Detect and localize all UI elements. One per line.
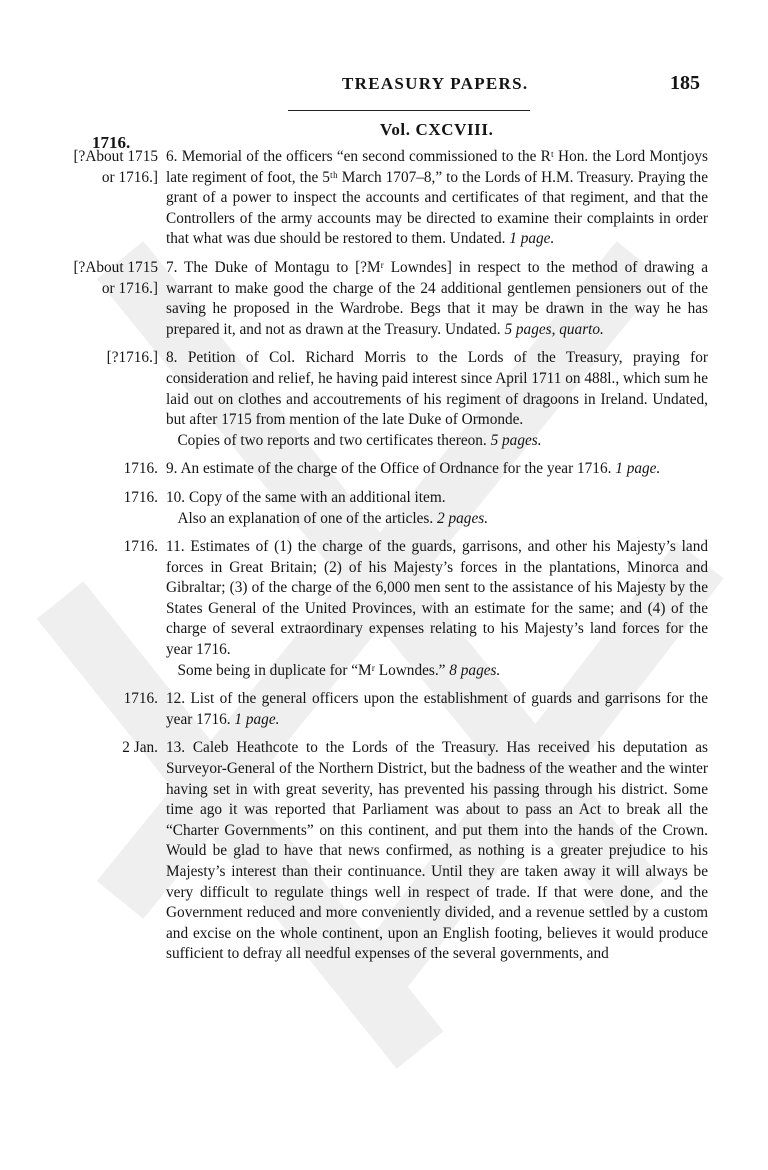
entry-body: [166, 488, 708, 529]
page-header: [0, 72, 768, 102]
entry-text: 9. An estimate of the charge of the Office of Ordnance for the year 1716.: [166, 460, 612, 478]
entry-date: 2 Jan.: [122, 739, 158, 757]
entry-date: 1716.: [123, 488, 158, 506]
entry-pages: 8 pages.: [449, 661, 501, 679]
header-rule: [288, 110, 530, 111]
entry: [58, 738, 708, 965]
entry-body: [166, 348, 708, 451]
entry-body: [166, 258, 708, 340]
entry-text: 13. Caleb Heathcote to the Lords of the Treasury. Has received his deputation as Surveyor-General of the Northern District, but the badness of the weather and the winter having set in with great severity, has prevented his passing through his district. Some time ago it was reported that Parliament was about to pass an Act to break all the “Charter Governments” on this continent, and put them into the hands of the Crown. Would be glad to have that news confirmed, as nothing is a greater prejudice to his Majesty’s interest than their continuance. Until they are taken away it will always be very difficult to regulate things well in respect of trade. If that were done, and the Government reduced and more conveniently divided, and a revenue settled by a custom and excise on the whole continent, upon an English footing, believes it would produce sufficient to defray all needful expenses of the several governments, and: [166, 739, 708, 963]
entry-text: 7. The Duke of Montagu to [?Mʳ Lowndes] in respect to the method of drawing a warrant to make good the charge of the 24 additional gentlemen pensioners out of the saving he proposed in the Wardrobe. Begs that it may be drawn in the way he has prepared it, and not as drawn at the Treasury. Undated.: [166, 258, 708, 338]
entry-date: [?About 1715 or 1716.]: [73, 258, 158, 297]
entry-pages: 1 page.: [615, 460, 661, 478]
entry-body: [166, 689, 708, 730]
volume-title: Vol. CXCVIII.: [380, 120, 494, 139]
entry-pages: 5 pages, quarto.: [504, 320, 604, 338]
entry-date: [?About 1715 or 1716.]: [73, 148, 158, 186]
page-number: 185: [670, 72, 700, 94]
entry-text: 6. Memorial of the officers “en second commissioned to the Rᵗ Hon. the Lord Montjoys late regiment of foot, the 5ᵗʰ March 1707–8,” to the Lords of H.M. Treasury. Praying the grant of a power to inspect the accounts and certificates of that regiment, and that the Controllers of the army accounts may be directed to examine their complaints in order that what was due should be restored to them. Undated.: [166, 148, 708, 248]
entry: [58, 459, 708, 480]
entry: [58, 348, 708, 451]
entry-body: [166, 459, 708, 480]
entry-pages: 2 pages.: [437, 509, 489, 527]
entry-date: 1716.: [123, 690, 158, 708]
year-label: 1716.: [92, 133, 131, 152]
entry-subtext: Also an explanation of one of the articles.: [177, 509, 434, 527]
entry-text: 12. List of the general officers upon the establishment of guards and garrisons for the year 1716.: [166, 690, 708, 728]
entry-list: [58, 147, 708, 965]
entry-pages: 1 page.: [509, 230, 555, 248]
entry: [58, 689, 708, 730]
entry-text: 11. Estimates of (1) the charge of the guards, garrisons, and other his Majesty’s land forces in Great Britain; (2) of his Majesty’s forces in the plantations, Minorca and Gibraltar; (3) of the charge of the 6,000 men sent to the assistance of his Majesty by the States General of the United Provinces, with an estimate for the same; and (4) of the charge of several extraordinary expenses relating to his Majesty’s land forces for the year 1716.: [166, 538, 708, 659]
entry-date: 1716.: [123, 538, 158, 556]
entry-date: 1716.: [123, 460, 158, 478]
entry-body: [166, 537, 708, 681]
entry: [58, 147, 708, 250]
entry-body: [166, 738, 708, 965]
entry-pages: 1 page.: [234, 710, 280, 728]
entry: [58, 258, 708, 340]
running-title: TREASURY PAPERS.: [342, 74, 529, 93]
entry: [58, 488, 708, 529]
entry-text: 10. Copy of the same with an additional item.: [166, 488, 446, 506]
entry-subtext: Copies of two reports and two certificates thereon.: [177, 431, 487, 449]
entry-text: 8. Petition of Col. Richard Morris to the Lords of the Treasury, praying for consideration and relief, he having paid interest since April 1711 on 488l., which sum he laid out on clothes and accoutrements of his regiment of dragoons in Ireland. Undated, but after 1715 from mention of the late Duke of Ormonde.: [166, 349, 708, 429]
entry-date: [?1716.]: [106, 349, 158, 367]
entry: [58, 537, 708, 681]
entry-subtext: Some being in duplicate for “Mʳ Lowndes.”: [177, 661, 446, 679]
entry-pages: 5 pages.: [490, 431, 542, 449]
entry-body: [166, 147, 708, 250]
